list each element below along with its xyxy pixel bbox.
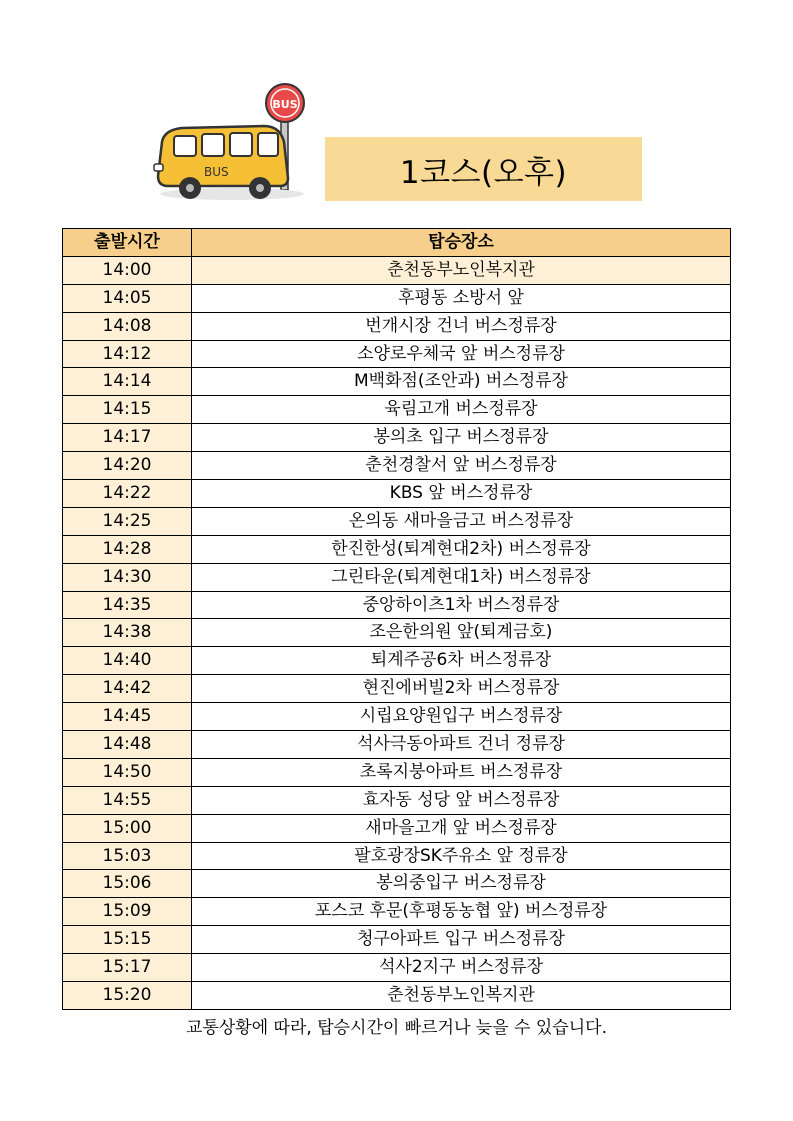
departure-time-cell: 15:06 bbox=[63, 870, 192, 898]
table-row bbox=[63, 424, 731, 452]
departure-time-cell: 14:20 bbox=[63, 452, 192, 480]
boarding-place-cell: 퇴계주공6차 버스정류장 bbox=[192, 647, 731, 675]
departure-time-cell: 14:35 bbox=[63, 591, 192, 619]
table-row bbox=[63, 396, 731, 424]
bus-body-text: BUS bbox=[204, 165, 229, 179]
table-row bbox=[63, 563, 731, 591]
boarding-place-cell: 효자동 성당 앞 버스정류장 bbox=[192, 786, 731, 814]
boarding-place-cell: KBS 앞 버스정류장 bbox=[192, 480, 731, 508]
boarding-place-cell: M백화점(조안과) 버스정류장 bbox=[192, 368, 731, 396]
schedule-table bbox=[62, 228, 731, 1010]
boarding-place-cell: 봉의초 입구 버스정류장 bbox=[192, 424, 731, 452]
title-box bbox=[325, 137, 642, 201]
table-row bbox=[63, 535, 731, 563]
departure-time-cell: 14:12 bbox=[63, 340, 192, 368]
boarding-place-cell: 번개시장 건너 버스정류장 bbox=[192, 312, 731, 340]
departure-time-cell: 15:20 bbox=[63, 982, 192, 1010]
departure-time-cell: 14:08 bbox=[63, 312, 192, 340]
departure-time-cell: 14:05 bbox=[63, 284, 192, 312]
boarding-place-cell: 석사극동아파트 건너 정류장 bbox=[192, 731, 731, 759]
departure-time-cell: 14:28 bbox=[63, 535, 192, 563]
boarding-place-cell: 시립요양원입구 버스정류장 bbox=[192, 703, 731, 731]
boarding-place-cell: 봉의중입구 버스정류장 bbox=[192, 870, 731, 898]
boarding-place-cell: 소양로우체국 앞 버스정류장 bbox=[192, 340, 731, 368]
table-row bbox=[63, 647, 731, 675]
table-row bbox=[63, 982, 731, 1010]
table-row bbox=[63, 786, 731, 814]
table-row bbox=[63, 758, 731, 786]
table-row bbox=[63, 898, 731, 926]
boarding-place-cell: 조은한의원 앞(퇴계금호) bbox=[192, 619, 731, 647]
departure-time-cell: 14:22 bbox=[63, 480, 192, 508]
departure-time-cell: 14:15 bbox=[63, 396, 192, 424]
departure-time-cell: 14:38 bbox=[63, 619, 192, 647]
departure-time-cell: 14:14 bbox=[63, 368, 192, 396]
departure-time-cell: 14:42 bbox=[63, 675, 192, 703]
boarding-place-cell: 한진한성(퇴계현대2차) 버스정류장 bbox=[192, 535, 731, 563]
table-row bbox=[63, 926, 731, 954]
boarding-place-cell: 온의동 새마을금고 버스정류장 bbox=[192, 507, 731, 535]
departure-time-cell: 14:17 bbox=[63, 424, 192, 452]
departure-time-cell: 14:40 bbox=[63, 647, 192, 675]
header-boarding-place: 탑승장소 bbox=[192, 229, 731, 257]
footnote: 교통상황에 따라, 탑승시간이 빠르거나 늦을 수 있습니다. bbox=[186, 1018, 607, 1038]
table-row bbox=[63, 619, 731, 647]
departure-time-cell: 14:50 bbox=[63, 758, 192, 786]
departure-time-cell: 14:30 bbox=[63, 563, 192, 591]
boarding-place-cell: 현진에버빌2차 버스정류장 bbox=[192, 675, 731, 703]
departure-time-cell: 14:45 bbox=[63, 703, 192, 731]
boarding-place-cell: 팔호광장SK주유소 앞 정류장 bbox=[192, 842, 731, 870]
boarding-place-cell: 후평동 소방서 앞 bbox=[192, 284, 731, 312]
table-row bbox=[63, 591, 731, 619]
departure-time-cell: 15:03 bbox=[63, 842, 192, 870]
table-row bbox=[63, 452, 731, 480]
departure-time-cell: 15:17 bbox=[63, 954, 192, 982]
bus-sign-text: BUS bbox=[272, 98, 298, 111]
boarding-place-cell: 새마을고개 앞 버스정류장 bbox=[192, 814, 731, 842]
departure-time-cell: 14:55 bbox=[63, 786, 192, 814]
page-title: 1코스(오후) bbox=[399, 154, 568, 191]
table-row bbox=[63, 368, 731, 396]
table-row bbox=[63, 870, 731, 898]
header-departure-time: 출발시간 bbox=[63, 229, 192, 257]
boarding-place-cell: 포스코 후문(후평동농협 앞) 버스정류장 bbox=[192, 898, 731, 926]
boarding-place-cell: 석사2지구 버스정류장 bbox=[192, 954, 731, 982]
boarding-place-cell: 육림고개 버스정류장 bbox=[192, 396, 731, 424]
boarding-place-cell: 초록지붕아파트 버스정류장 bbox=[192, 758, 731, 786]
table-row bbox=[63, 703, 731, 731]
departure-time-cell: 15:09 bbox=[63, 898, 192, 926]
boarding-place-cell: 춘천동부노인복지관 bbox=[192, 982, 731, 1010]
table-row bbox=[63, 507, 731, 535]
table-row bbox=[63, 675, 731, 703]
boarding-place-cell: 청구아파트 입구 버스정류장 bbox=[192, 926, 731, 954]
departure-time-cell: 14:00 bbox=[63, 256, 192, 284]
table-row bbox=[63, 731, 731, 759]
departure-time-cell: 14:25 bbox=[63, 507, 192, 535]
table-row bbox=[63, 954, 731, 982]
departure-time-cell: 14:48 bbox=[63, 731, 192, 759]
boarding-place-cell: 춘천동부노인복지관 bbox=[192, 256, 731, 284]
table-row bbox=[63, 480, 731, 508]
table-row bbox=[63, 284, 731, 312]
bus-stop-illustration bbox=[152, 82, 312, 212]
table-row bbox=[63, 842, 731, 870]
table-row bbox=[63, 312, 731, 340]
boarding-place-cell: 그린타운(퇴계현대1차) 버스정류장 bbox=[192, 563, 731, 591]
table-row bbox=[63, 814, 731, 842]
boarding-place-cell: 중앙하이츠1차 버스정류장 bbox=[192, 591, 731, 619]
boarding-place-cell: 춘천경찰서 앞 버스정류장 bbox=[192, 452, 731, 480]
table-row bbox=[63, 340, 731, 368]
departure-time-cell: 15:15 bbox=[63, 926, 192, 954]
table-header-row bbox=[63, 229, 731, 257]
table-row bbox=[63, 256, 731, 284]
departure-time-cell: 15:00 bbox=[63, 814, 192, 842]
